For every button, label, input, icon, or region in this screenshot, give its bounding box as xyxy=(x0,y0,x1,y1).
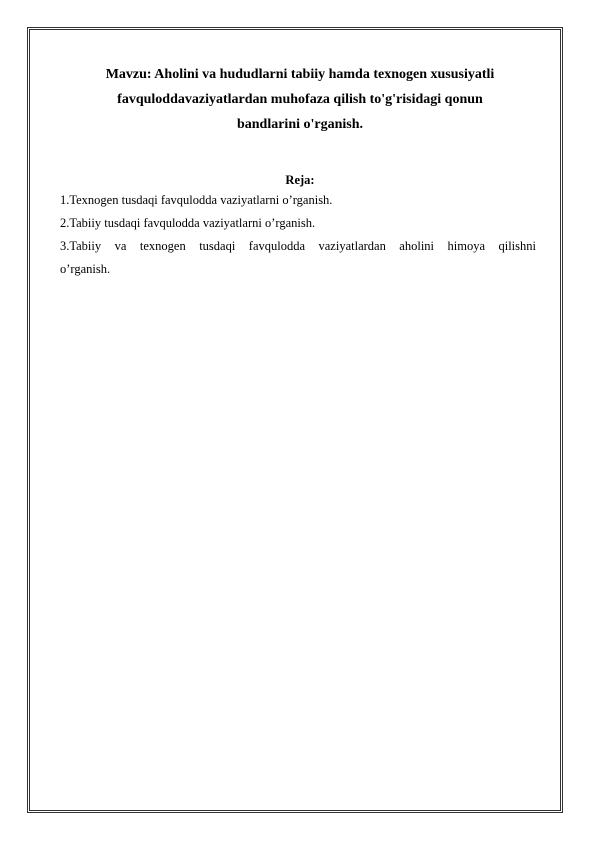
title-line-3: bandlarini o'rganish. xyxy=(236,117,364,132)
plan-item-2: 2.Tabiiy tusdaqi favqulodda vaziyatlarni o’rganish. xyxy=(60,216,316,230)
plan-item-1: 1.Texnogen tusdaqi favqulodda vaziyatlarni o’rganish. xyxy=(60,193,333,207)
plan-item-3-continuation: o’rganish. xyxy=(60,262,111,276)
plan-heading: Reja: xyxy=(285,173,315,187)
page-border xyxy=(27,27,563,813)
title-line-1: Mavzu: Aholini va hududlarni tabiiy hamda texnogen xususiyatli xyxy=(105,67,495,82)
plan-item-3: 3.Tabiiy va texnogen tusdaqi favqulodda vaziyatlardan aholini himoya qilishni xyxy=(60,239,536,253)
document-title xyxy=(60,62,540,137)
plan-list xyxy=(60,189,536,281)
title-line-2: favquloddavaziyatlardan muhofaza qilish to'g'risidagi qonun xyxy=(117,92,483,107)
